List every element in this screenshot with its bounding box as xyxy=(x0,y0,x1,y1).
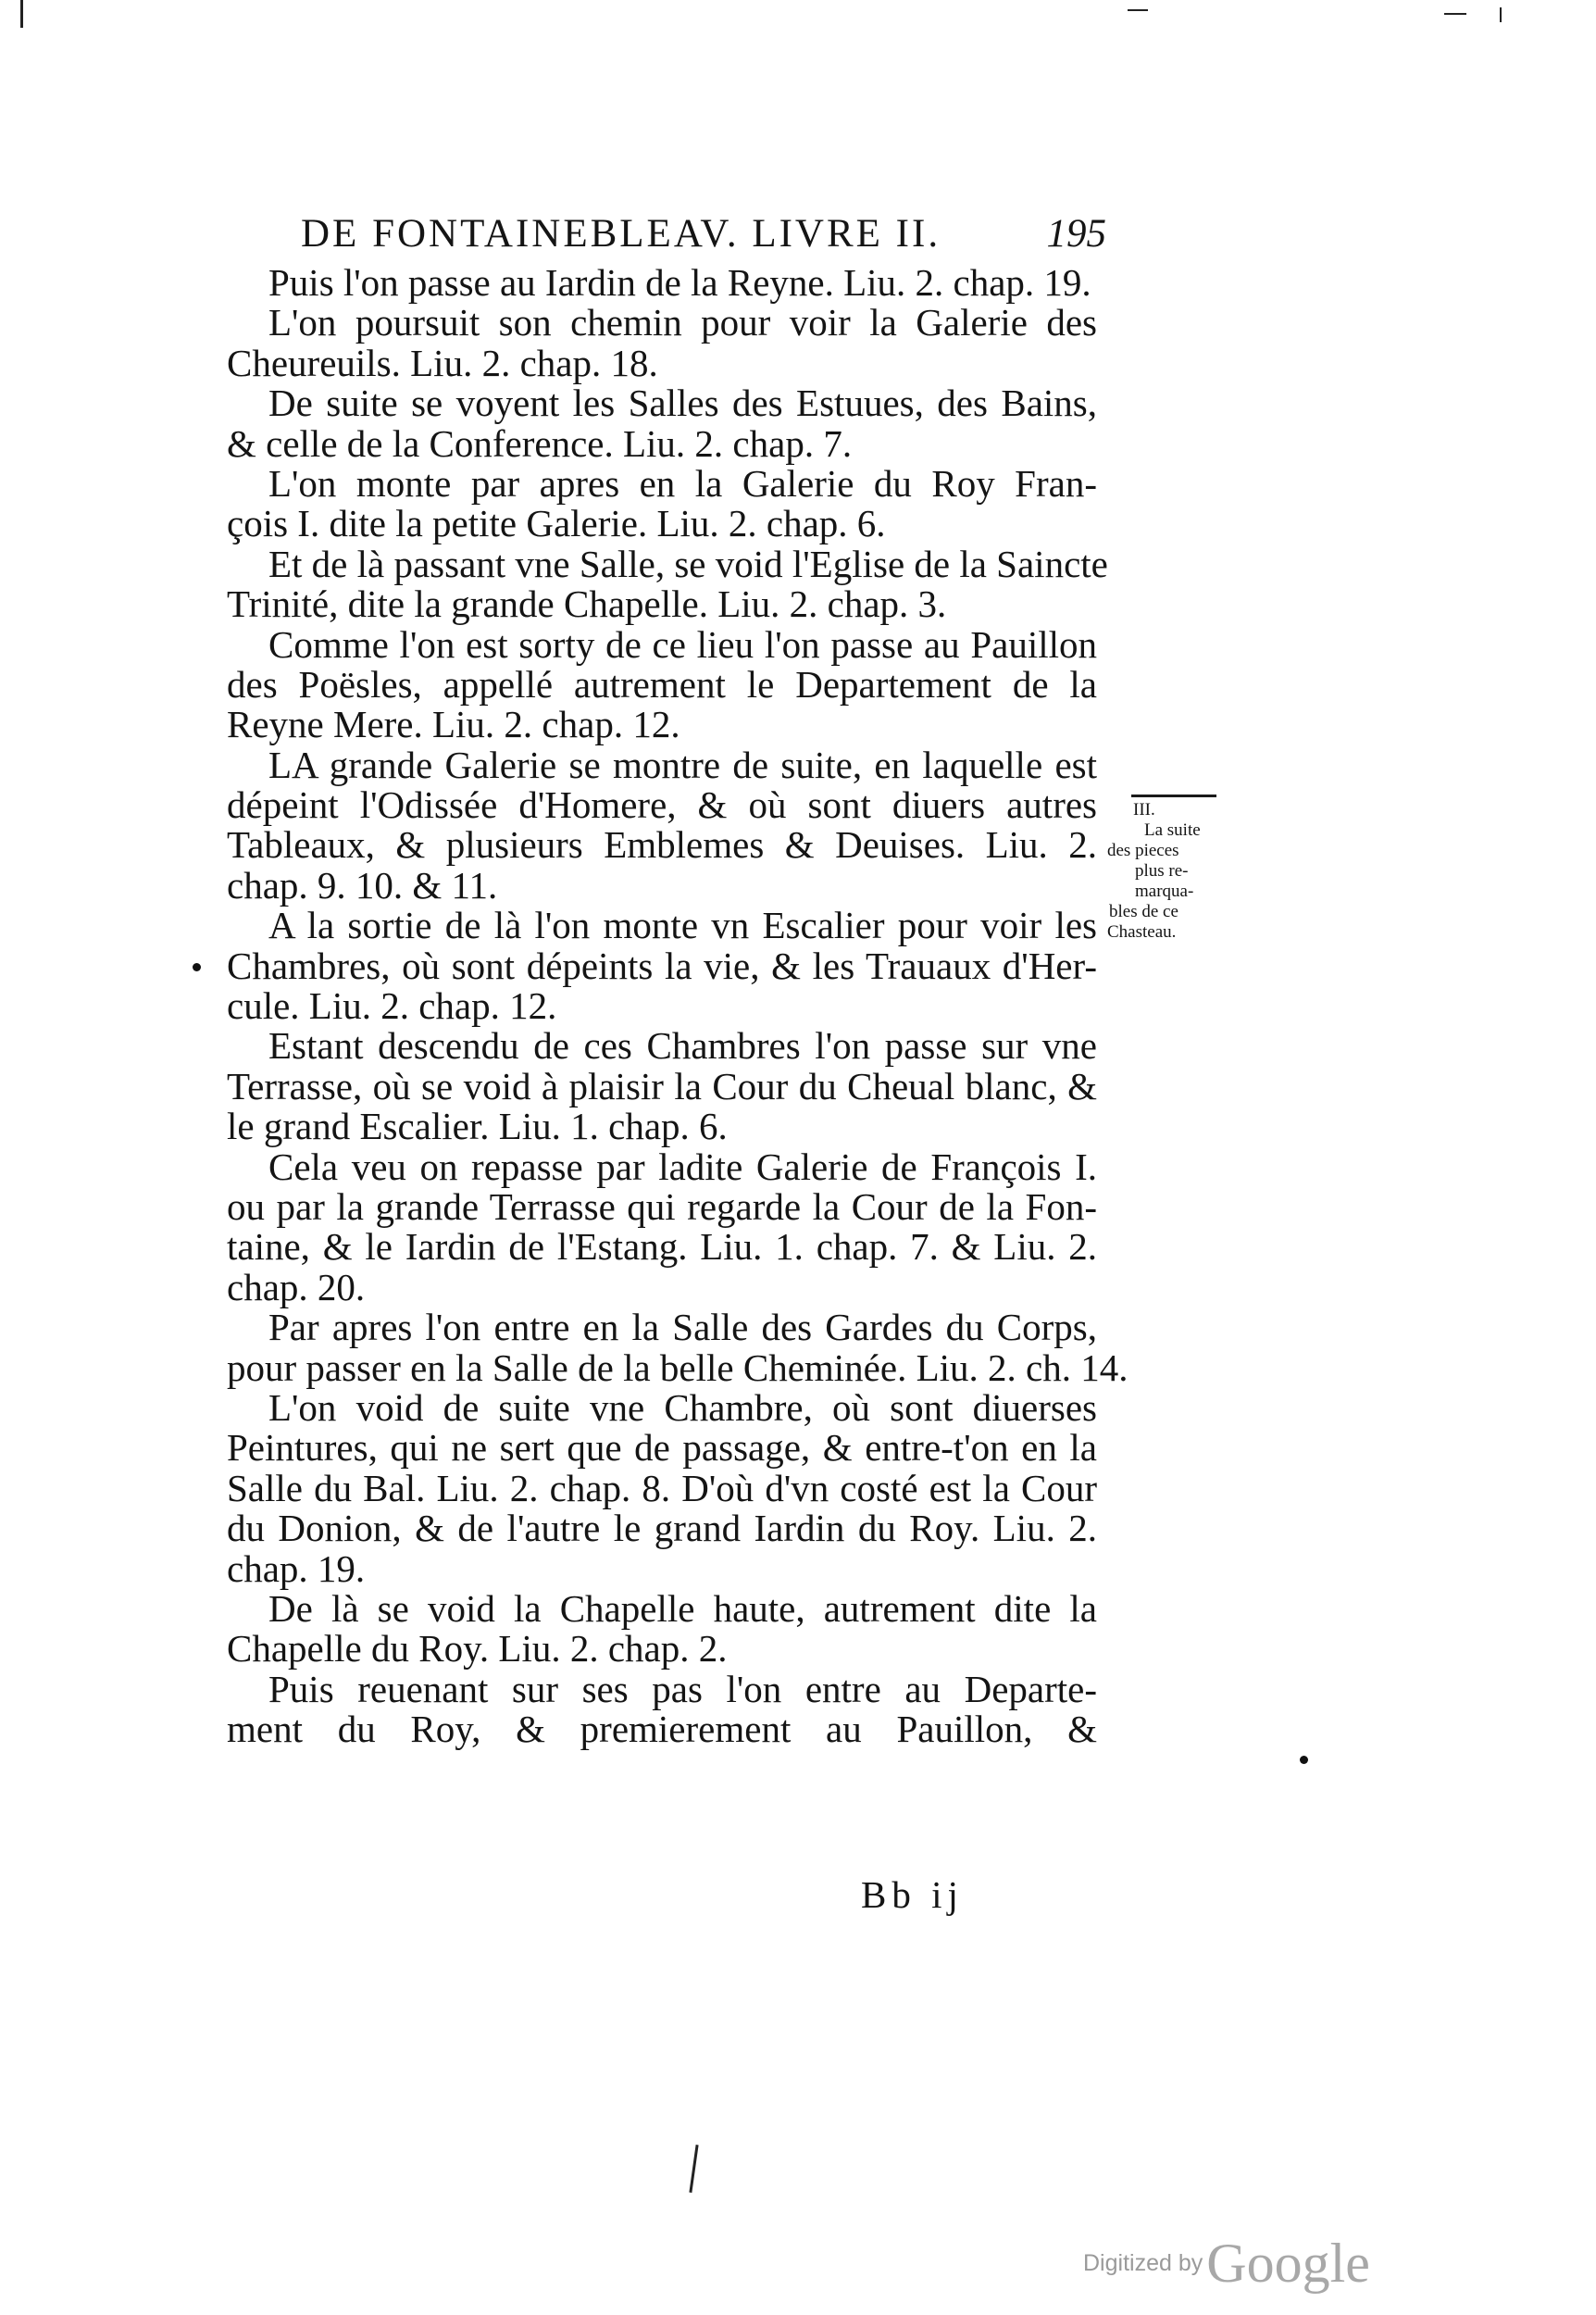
margin-note-line: III. xyxy=(1133,800,1155,820)
text-line: chap. 19. xyxy=(227,1546,366,1590)
signature-mark: Bb ij xyxy=(861,1873,964,1916)
text-line: A la sortie de là l'on monte vn Escalier pour voir les xyxy=(268,904,1097,947)
stamp-prefix: Digitized by xyxy=(1083,2250,1203,2276)
text-line: L'on poursuit son chemin pour voir la Galerie des xyxy=(268,301,1097,344)
text-line: LA grande Galerie se montre de suite, en laquelle est xyxy=(268,743,1097,786)
text-line: Cela veu on repasse par ladite Galerie de François I. xyxy=(268,1145,1097,1188)
digitization-stamp xyxy=(1083,2232,1370,2296)
text-line: Salle du Bal. Liu. 2. chap. 8. D'où d'vn costé est la Cour xyxy=(227,1466,1097,1509)
margin-note-line: des pieces xyxy=(1107,841,1179,860)
text-line: Et de là passant vne Salle, se void l'Eglise de la Saincte xyxy=(268,542,1108,585)
margin-note-line: bles de ce xyxy=(1109,902,1178,921)
page-edge-mark xyxy=(1444,13,1466,15)
ink-mark xyxy=(689,2145,698,2193)
ink-spot xyxy=(1300,1756,1308,1764)
text-line: ou par la grande Terrasse qui regarde la Cour de la Fon- xyxy=(227,1184,1097,1228)
text-line: De là se void la Chapelle haute, autrement dite la xyxy=(268,1586,1097,1630)
text-line: taine, & le Iardin de l'Estang. Liu. 1. chap. 7. & Liu. 2. xyxy=(227,1225,1097,1269)
text-line: chap. 20. xyxy=(227,1265,366,1308)
text-line: Chapelle du Roy. Liu. 2. chap. 2. xyxy=(227,1627,728,1671)
margin-note-line: plus re- xyxy=(1135,861,1189,881)
running-head xyxy=(301,211,1106,267)
page-number: 195 xyxy=(1046,212,1106,256)
text-line: Estant descendu de ces Chambres l'on passe sur vne xyxy=(268,1024,1097,1068)
ink-spot xyxy=(193,963,201,971)
text-line: pour passer en la Salle de la belle Cheminée. Liu. 2. ch. 14. xyxy=(227,1345,1128,1389)
text-line: L'on void de suite vne Chambre, où sont diuerses xyxy=(268,1385,1097,1429)
page-edge-mark xyxy=(20,0,23,28)
margin-note xyxy=(1107,800,1237,943)
text-line: çois I. dite la petite Galerie. Liu. 2. chap. 6. xyxy=(227,502,886,545)
text-line: le grand Escalier. Liu. 1. chap. 6. xyxy=(227,1105,728,1148)
text-line: du Donion, & de l'autre le grand Iardin du Roy. Liu. 2. xyxy=(227,1507,1097,1550)
margin-note-line: Chasteau. xyxy=(1107,922,1177,942)
margin-note-line: marqua- xyxy=(1135,882,1194,901)
text-line: des Poësles, appellé autrement le Departement de la xyxy=(227,662,1097,706)
margin-note-line: La suite xyxy=(1144,820,1201,840)
text-line: ment du Roy, & premierement au Pauillon, & xyxy=(227,1708,1097,1751)
body-text xyxy=(227,261,1128,1751)
google-logo: Google xyxy=(1206,2233,1370,2294)
text-line: Puis reuenant sur ses pas l'on entre au Departe- xyxy=(268,1667,1097,1710)
text-line: Reyne Mere. Liu. 2. chap. 12. xyxy=(227,703,680,746)
text-line: Terrasse, où se void à plaisir la Cour du Cheual blanc, & xyxy=(227,1064,1097,1107)
text-line: Par apres l'on entre en la Salle des Gardes du Corps, xyxy=(268,1306,1097,1349)
text-line: chap. 9. 10. & 11. xyxy=(227,863,498,907)
text-line: Tableaux, & plusieurs Emblemes & Deuises. Liu. 2. xyxy=(227,823,1097,867)
margin-rule xyxy=(1131,795,1216,797)
text-line: De suite se voyent les Salles des Estuues, des Bains, xyxy=(268,382,1097,425)
text-line: & celle de la Conference. Liu. 2. chap. 7. xyxy=(227,421,853,465)
running-title: DE FONTAINEBLEAV. LIVRE II. xyxy=(301,212,941,256)
text-line: Trinité, dite la grande Chapelle. Liu. 2. chap. 3. xyxy=(227,582,947,626)
text-line: Comme l'on est sorty de ce lieu l'on passe au Pauillon xyxy=(268,622,1097,666)
page-edge-mark xyxy=(1500,7,1502,22)
text-line: L'on monte par apres en la Galerie du Roy Fran- xyxy=(268,461,1097,505)
page-edge-mark xyxy=(1128,9,1148,11)
text-line: Chambres, où sont dépeints la vie, & les Trauaux d'Her- xyxy=(227,944,1097,987)
text-line: cule. Liu. 2. chap. 12. xyxy=(227,984,557,1028)
text-line: Puis l'on passe au Iardin de la Reyne. Liu. 2. chap. 19. xyxy=(268,261,1091,304)
text-line: Peintures, qui ne sert que de passage, & entre-t'on en la xyxy=(227,1426,1097,1470)
text-line: dépeint l'Odissée d'Homere, & où sont diuers autres xyxy=(227,783,1097,827)
text-line: Cheureuils. Liu. 2. chap. 18. xyxy=(227,341,658,384)
